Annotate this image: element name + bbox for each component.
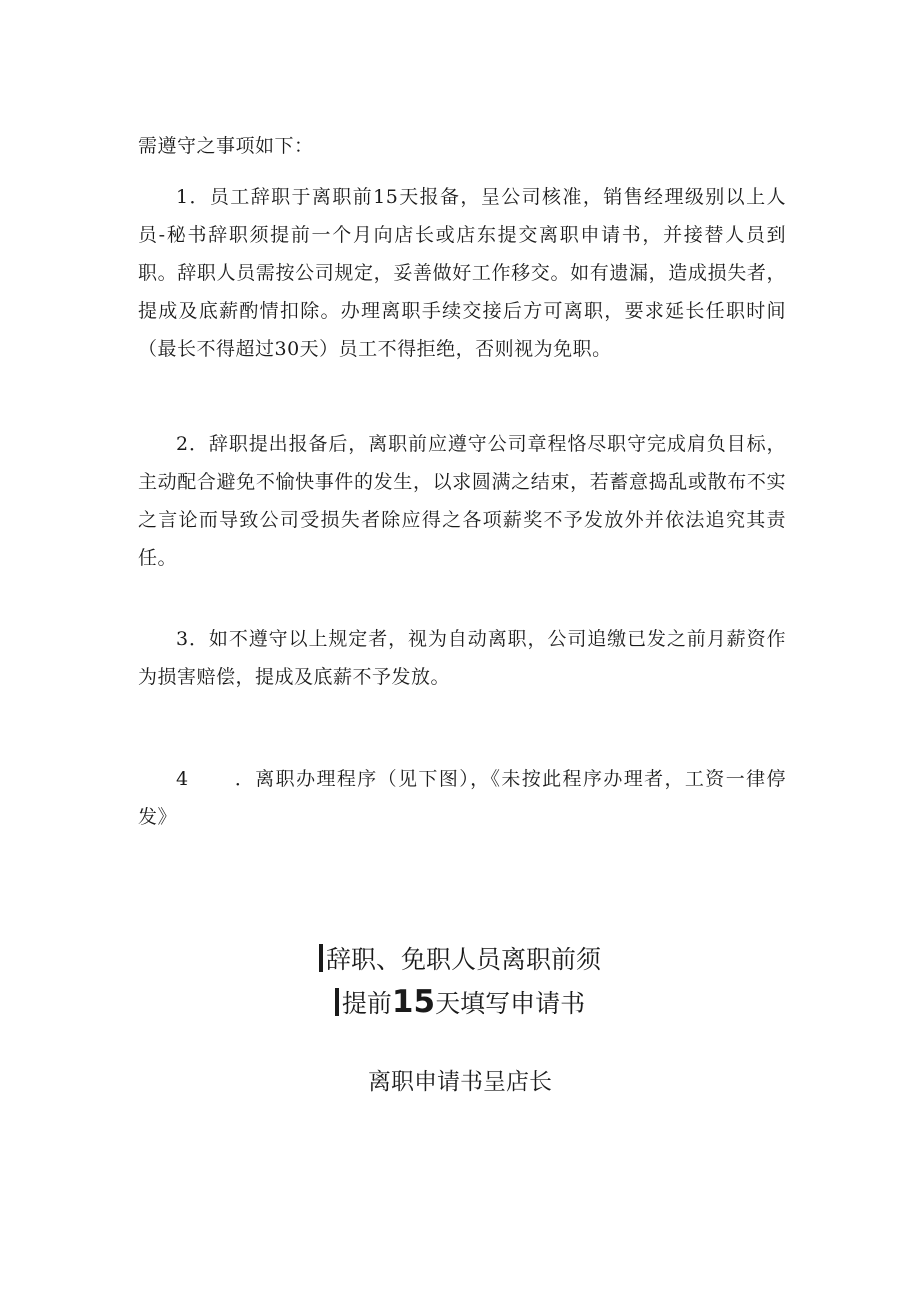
rule-item-4 [138,760,786,836]
flow-bar-marker [335,988,339,1016]
flow-step-1-text-a: 辞职、免职人员离职前须 [325,945,601,974]
rule-item-4-number: 4 [176,768,189,790]
flow-step-1-line-1 [0,940,920,976]
intro-text: 需遵守之事项如下： [138,135,314,157]
rule-item-4-text: ．离职办理程序（见下图），《未按此程序办理者，工资一律停发》 [138,768,786,828]
flow-step-2: 离职申请书呈店长 [368,1069,552,1095]
flow-bar-marker [319,944,323,972]
flow-step-1-text-b-prefix: 提前 [341,989,392,1018]
flow-step-1-line-2 [0,984,920,1020]
rule-item-2: 2．辞职提出报备后，离职前应遵守公司章程恪尽职守完成肩负目标，主动配合避免不愉快事件的发生，以求圆满之结束，若蓄意捣乱或散布不实之言论而导致公司受损失者除应得之各项薪奖不予发放外并依法追究其责任。 [138,433,786,569]
flow-step-1-days: 15 [391,984,436,1020]
rule-item-1: 1．员工辞职于离职前15天报备，呈公司核准，销售经理级别以上人员-秘书辞职须提前一个月向店长或店东提交离职申请书，并接替人员到职。辞职人员需按公司规定，妥善做好工作移交。如有遗漏，造成损失者，提成及底薪酌情扣除。办理离职手续交接后方可离职，要求延长任职时间（最长不得超过30天）员工不得拒绝，否则视为免职。 [138,186,786,360]
rule-item-3: 3．如不遵守以上规定者，视为自动离职，公司追缴已发之前月薪资作为损害赔偿，提成及底薪不予发放。 [138,628,786,688]
flow-step-1-text-b-suffix: 天填写申请书 [435,989,586,1018]
